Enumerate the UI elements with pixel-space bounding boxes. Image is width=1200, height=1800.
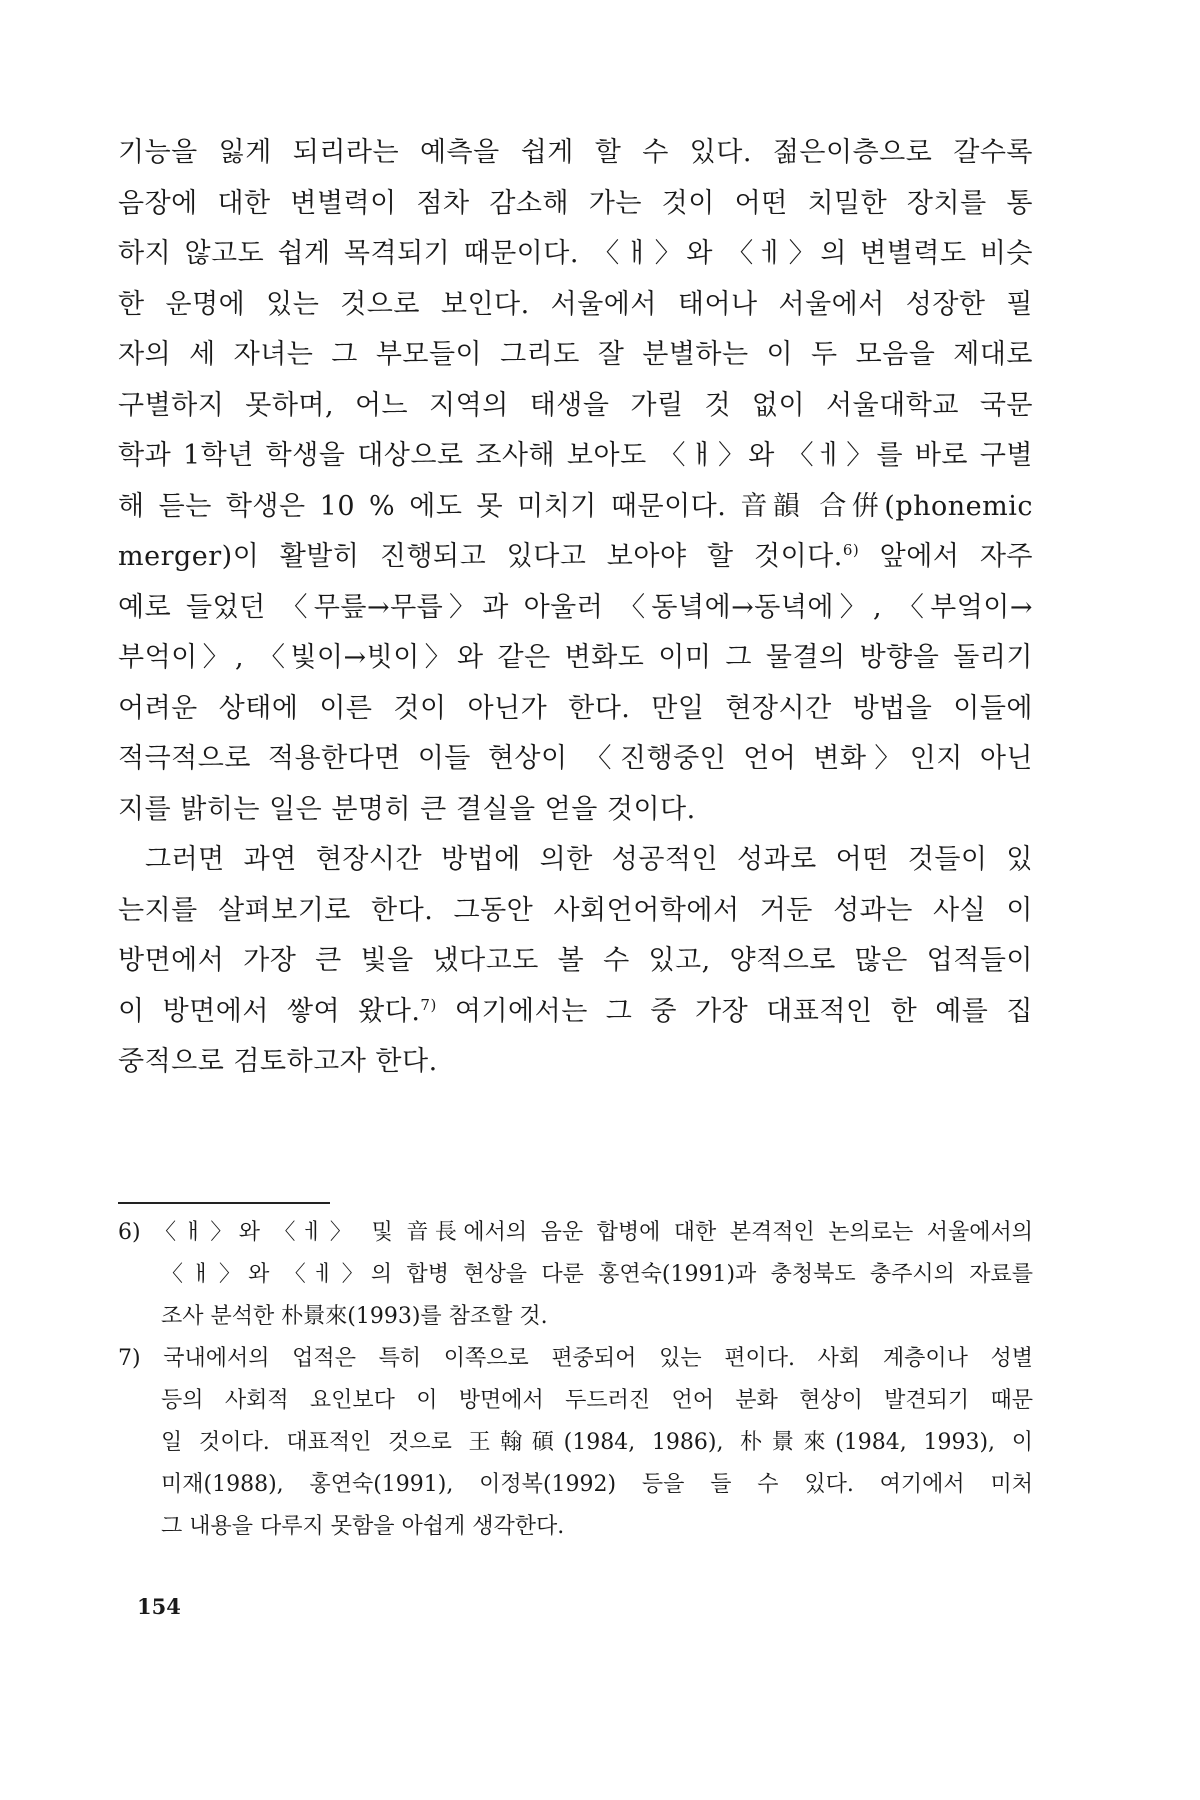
text-line: 하지 않고도 쉽게 목격되기 때문이다. 〈ㅐ〉와 〈ㅔ〉의 변별력도 비슷 bbox=[118, 238, 1033, 269]
text-line: 방면에서 가장 큰 빛을 냈다고도 볼 수 있고, 양적으로 많은 업적들이 bbox=[118, 945, 1033, 976]
text-line: 중적으로 검토하고자 한다. bbox=[118, 1046, 438, 1077]
footnote-6 bbox=[118, 1212, 1033, 1338]
paragraph-2 bbox=[118, 835, 1033, 1088]
text-line: 적극적으로 적용한다면 이들 현상이 〈진행중인 언어 변화〉인지 아닌 bbox=[118, 743, 1033, 774]
footnote-text: 국내에서의 업적은 특히 이쪽으로 편중되어 있는 편이다. 사회 계층이나 성별 bbox=[163, 1346, 1034, 1371]
body-text bbox=[118, 128, 1033, 1088]
footnote-line: 미재(1988), 홍연숙(1991), 이정복(1992) 등을 들 수 있다. 여기에서 미처 bbox=[161, 1472, 1033, 1497]
footnote-marker: 6) bbox=[118, 1220, 141, 1245]
text-line: 구별하지 못하며, 어느 지역의 태생을 가릴 것 없이 서울대학교 국문 bbox=[118, 389, 1033, 421]
text-line: 한 운명에 있는 것으로 보인다. 서울에서 태어나 서울에서 성장한 필 bbox=[118, 288, 1033, 320]
paragraph-1 bbox=[118, 128, 1033, 835]
footnote-line bbox=[118, 1338, 1033, 1380]
text-segment: 앞에서 자주 bbox=[859, 541, 1034, 572]
footnote-line: 조사 분석한 朴㬌來(1993)를 참조할 것. bbox=[161, 1304, 548, 1329]
footnotes bbox=[118, 1212, 1033, 1548]
footnote-text: 〈ㅐ〉와 〈ㅔ〉 및 音長에서의 음운 합병에 대한 본격적인 논의로는 서울에서의 bbox=[154, 1220, 1033, 1245]
footnote-line: 일 것이다. 대표적인 것으로 王翰碩(1984, 1986), 朴㬌來(1984, 1993), 이 bbox=[161, 1430, 1033, 1455]
text-line: 학과 1학년 학생을 대상으로 조사해 보아도 〈ㅐ〉와 〈ㅔ〉를 바로 구별 bbox=[118, 440, 1033, 471]
text-line: 자의 세 자녀는 그 부모들이 그리도 잘 분별하는 이 두 모음을 제대로 bbox=[118, 339, 1033, 370]
footnote-line: 그 내용을 다루지 못함을 아쉽게 생각한다. bbox=[161, 1514, 565, 1539]
footnote-line bbox=[118, 1212, 1033, 1254]
text-line bbox=[118, 532, 1033, 583]
footnote-marker: 7) bbox=[118, 1346, 141, 1371]
text-line bbox=[118, 987, 1033, 1038]
page-number: 154 bbox=[137, 1594, 181, 1619]
text-line: 해 듣는 학생은 10 % 에도 못 미치기 때문이다. 音韻 合倂(phonemic bbox=[118, 490, 1033, 522]
footnote-ref-6[interactable]: 6) bbox=[842, 541, 860, 559]
text-segment: 여기에서는 그 중 가장 대표적인 한 예를 집 bbox=[436, 995, 1033, 1027]
text-segment: merger)이 활발히 진행되고 있다고 보아야 할 것이다. bbox=[118, 541, 843, 572]
text-line: 기능을 잃게 되리라는 예측을 쉽게 할 수 있다. 젊은이층으로 갈수록 bbox=[118, 137, 1033, 168]
text-segment: 이 방면에서 쌓여 왔다. bbox=[118, 995, 421, 1027]
footnote-line: 등의 사회적 요인보다 이 방면에서 두드러진 언어 분화 현상이 발견되기 때문 bbox=[161, 1388, 1033, 1413]
text-line: 는지를 살펴보기로 한다. 그동안 사회언어학에서 거둔 성과는 사실 이 bbox=[118, 894, 1033, 926]
text-line: 예로 들었던 〈무릎→무릅〉과 아울러 〈동녘에→동녁에〉, 〈부엌이→ bbox=[118, 591, 1033, 623]
footnote-ref-7[interactable]: 7) bbox=[420, 995, 437, 1014]
text-line: 그러면 과연 현장시간 방법에 의한 성공적인 성과로 어떤 것들이 있 bbox=[145, 844, 1033, 875]
footnote-divider bbox=[118, 1202, 330, 1204]
text-line: 음장에 대한 변별력이 점차 감소해 가는 것이 어떤 치밀한 장치를 통 bbox=[118, 187, 1033, 219]
footnote-7 bbox=[118, 1338, 1033, 1548]
text-line: 지를 밝히는 일은 분명히 큰 결실을 얻을 것이다. bbox=[118, 793, 696, 825]
text-line: 부억이〉, 〈빛이→빗이〉와 같은 변화도 이미 그 물결의 방향을 돌리기 bbox=[118, 642, 1033, 673]
footnote-line: 〈ㅐ〉와 〈ㅔ〉의 합병 현상을 다룬 홍연숙(1991)과 충청북도 충주시의 자료를 bbox=[161, 1262, 1033, 1287]
text-line: 어려운 상태에 이른 것이 아닌가 한다. 만일 현장시간 방법을 이들에 bbox=[118, 692, 1033, 724]
